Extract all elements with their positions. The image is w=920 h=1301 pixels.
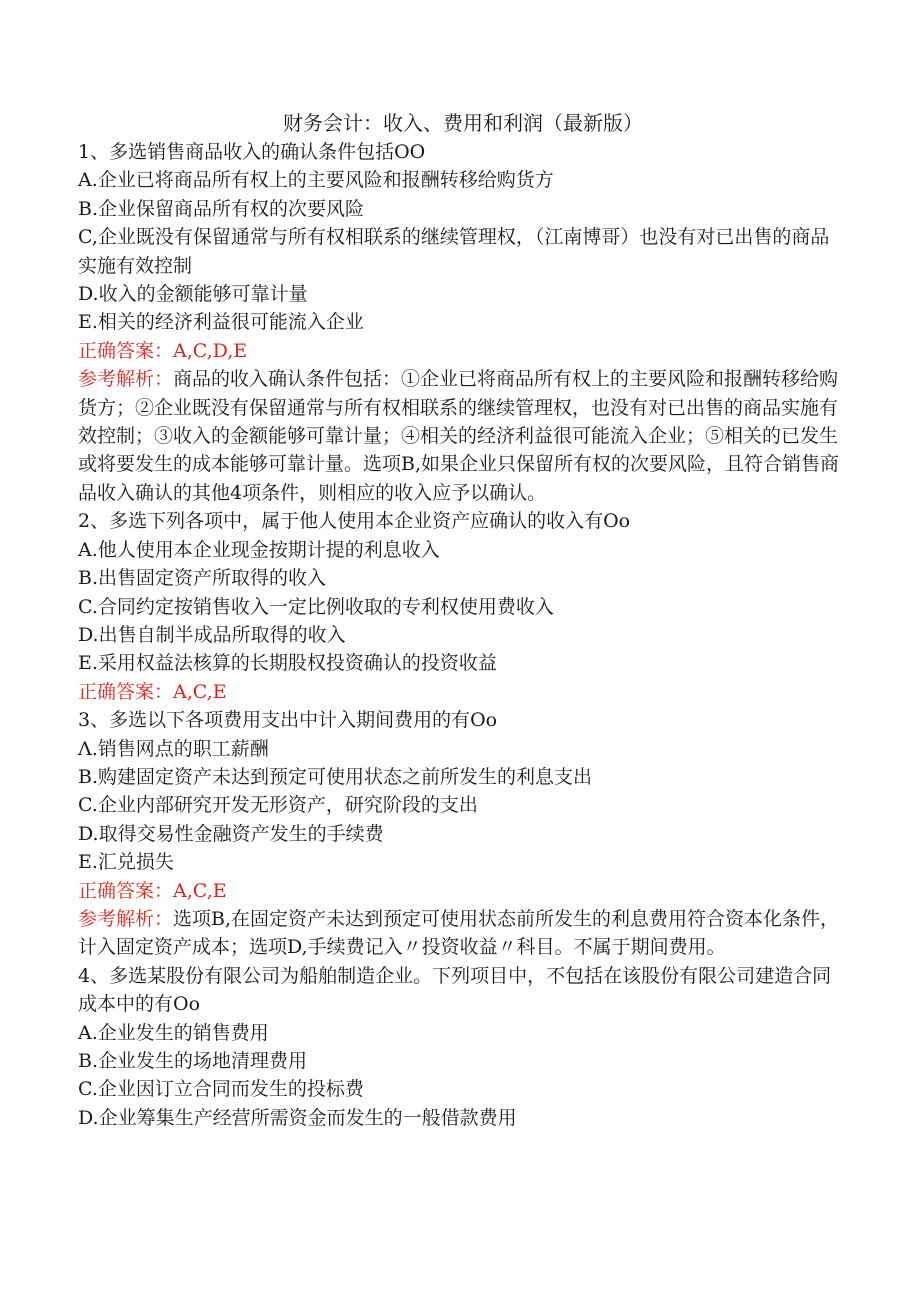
option-e: E.相关的经济利益很可能流入企业	[78, 311, 364, 334]
question-1	[78, 138, 848, 507]
option-c: C.合同约定按销售收入一定比例收取的专利权使用费收入	[78, 595, 554, 618]
correct-answer	[78, 877, 848, 905]
question-stem: 1、多选销售商品收入的确认条件包括OO	[78, 141, 426, 163]
document-page	[78, 108, 848, 1132]
option-c: C.企业因订立合同而发生的投标费	[78, 1078, 364, 1101]
option-b: B.企业发生的场地清理费用	[78, 1050, 308, 1072]
question-stem: 4、多选某股份有限公司为船舶制造企业。下列项目中，不包括在该股份有限公司建造合同成本中的有Oo	[78, 964, 832, 1016]
analysis-text: 选项B,在固定资产未达到预定可使用状态前所发生的利息费用符合资本化条件，计入固定资产成本；选项D,手续费记入〃投资收益〃科目。不属于期间费用。	[78, 907, 840, 959]
option-d: D.出售自制半成品所取得的收入	[78, 623, 346, 646]
analysis	[78, 365, 848, 507]
option-b: B.企业保留商品所有权的次要风险	[78, 197, 365, 220]
option-b: B.出售固定资产所取得的收入	[78, 567, 327, 590]
answer-label: 正确答案：	[78, 879, 174, 902]
document-title: 财务会计：收入、费用和利润（最新版）	[283, 111, 643, 135]
option-a: A.企业已将商品所有权上的主要风险和报酬转移给购货方	[78, 169, 554, 192]
answer-label: 正确答案：	[78, 339, 174, 362]
question-4	[78, 962, 848, 1132]
option-a: A.他人使用本企业现金按期计提的利息收入	[78, 538, 440, 561]
option-e: E.采用权益法核算的长期股权投资确认的投资收益	[78, 652, 497, 675]
question-stem: 2、多选下列各项中，属于他人使用本企业资产应确认的收入有Oo	[78, 510, 631, 533]
option-d: D.收入的金额能够可靠计量	[78, 283, 308, 306]
option-c: C,企业既没有保留通常与所有权相联系的继续管理权，（江南博哥）也没有对已出售的商品实施有效控制	[78, 226, 830, 277]
option-b: B.购建固定资产未达到预定可使用状态之前所发生的利息支出	[78, 765, 593, 788]
option-e: E.汇兑损失	[78, 851, 174, 874]
option-c: C.企业内部研究开发无形资产，研究阶段的支出	[78, 794, 478, 817]
question-2	[78, 507, 848, 706]
correct-answer	[78, 337, 848, 365]
question-3	[78, 706, 848, 962]
analysis-text: 商品的收入确认条件包括：①企业已将商品所有权上的主要风险和报酬转移给购货方；②企业既没有保留通常与所有权相联系的继续管理权，也没有对已出售的商品实施有效控制；③收入的金额能够可靠计量；④相关的经济利益很可能流入企业；⑤相关的已发生或将要发生的成本能够可靠计量。选项B,如果企业只保留所有权的次要风险，且符合销售商品收入确认的其他4项条件，则相应的收入应予以确认。	[78, 368, 840, 504]
option-d: D.取得交易性金融资产发生的手续费	[78, 822, 384, 845]
answer-label: 正确答案：	[78, 680, 174, 703]
answer-value: A,C,D,E	[173, 339, 248, 362]
option-a: Λ.销售网点的职工薪酬	[78, 737, 269, 760]
answer-value: A,C,E	[173, 879, 227, 902]
answer-value: A,C,E	[173, 680, 227, 703]
analysis-label: 参考解析：	[78, 368, 174, 391]
question-stem: 3、多选以下各项费用支出中计入期间费用的有Oo	[78, 709, 498, 732]
analysis	[78, 905, 848, 962]
option-d: D.企业筹集生产经营所需资金而发生的一般借款费用	[78, 1106, 517, 1129]
analysis-label: 参考解析：	[78, 907, 174, 930]
option-a: A.企业发生的销售费用	[78, 1021, 269, 1044]
correct-answer	[78, 678, 848, 706]
